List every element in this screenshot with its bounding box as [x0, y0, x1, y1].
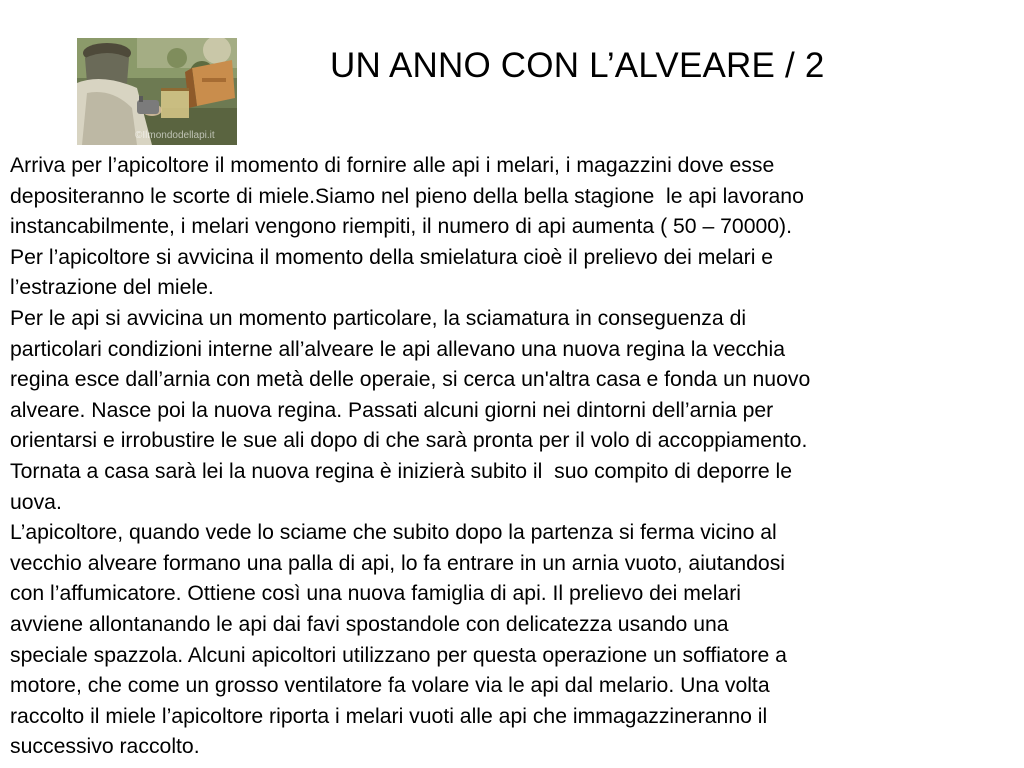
- paragraph-line: motore, che come un grosso ventilatore fa volare via le api dal melario. Una volta: [10, 674, 770, 698]
- paragraph-line: con l’affumicatore. Ottiene così una nuova famiglia di api. Il prelievo dei melari: [10, 582, 741, 606]
- paragraph-line: Per l’apicoltore si avvicina il momento della smielatura cioè il prelievo dei melari e: [10, 245, 774, 269]
- page-title: UN ANNO CON L’ALVEARE / 2: [330, 46, 825, 85]
- paragraph-line: l’estrazione del miele.: [10, 276, 214, 300]
- paragraph-line: avviene allontanando le api dai favi spostandole con delicatezza usando una: [10, 612, 729, 636]
- paragraph-line: speciale spazzola. Alcuni apicoltori utilizzano per questa operazione un soffiatore a: [10, 643, 787, 667]
- paragraph-line: uova.: [10, 490, 62, 514]
- paragraph-line: Per le api si avvicina un momento particolare, la sciamatura in conseguenza di: [10, 306, 747, 330]
- paragraph-line: alveare. Nasce poi la nuova regina. Passati alcuni giorni nei dintorni dell’arnia per: [10, 398, 774, 422]
- paragraph-line: instancabilmente, i melari vengono riempiti, il numero di api aumenta ( 50 – 70000).: [10, 215, 793, 239]
- paragraph-line: depositeranno le scorte di miele.Siamo nel pieno della bella stagione le api lavorano: [10, 184, 804, 208]
- paragraph-line: particolari condizioni interne all’alveare le api allevano una nuova regina la vecchia: [10, 337, 785, 361]
- body-paragraph: [10, 151, 1014, 763]
- beekeeper-photo: [77, 38, 237, 145]
- paragraph-line: regina esce dall’arnia con metà delle operaie, si cerca un'altra casa e fonda un nuovo: [10, 368, 811, 392]
- paragraph-line: vecchio alveare formano una palla di api, lo fa entrare in un arnia vuoto, aiutandosi: [10, 551, 786, 575]
- paragraph-line: raccolto il miele l’apicoltore riporta i melari vuoti alle api che immagazzineranno il: [10, 704, 768, 728]
- paragraph-line: successivo raccolto.: [10, 735, 200, 759]
- watermark-text: ©Ilmondodellapi.it: [135, 130, 215, 141]
- paragraph-line: Tornata a casa sarà lei la nuova regina è inizierà subito il suo compito di deporre le: [10, 459, 793, 483]
- paragraph-line: orientarsi e irrobustire le sue ali dopo di che sarà pronta per il volo di accoppiamento.: [10, 429, 808, 453]
- paragraph-line: Arriva per l’apicoltore il momento di fornire alle api i melari, i magazzini dove esse: [10, 154, 775, 177]
- paragraph-line: L’apicoltore, quando vede lo sciame che subito dopo la partenza si ferma vicino al: [10, 521, 777, 545]
